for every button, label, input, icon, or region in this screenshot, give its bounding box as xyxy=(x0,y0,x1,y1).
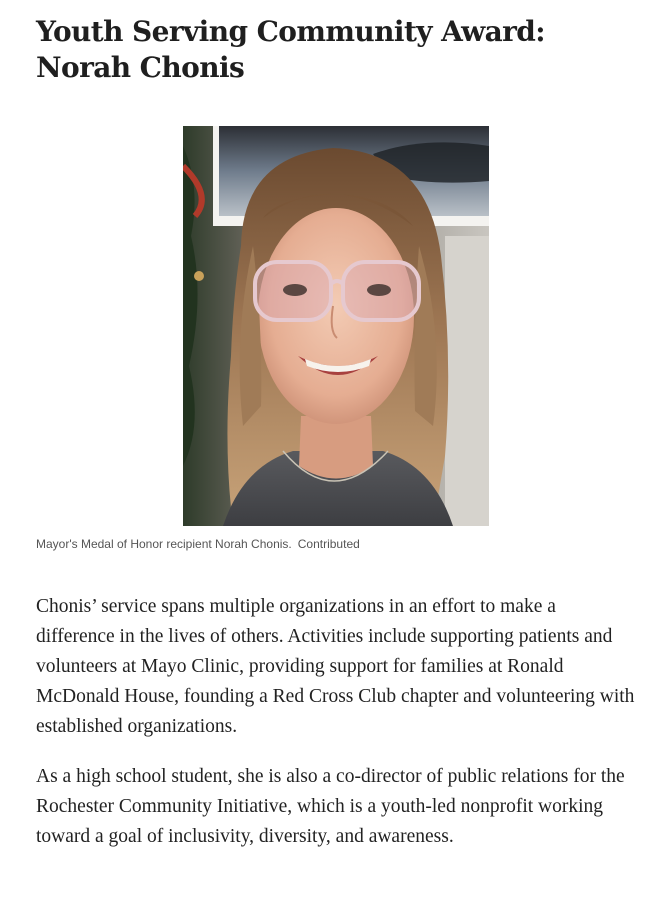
paragraph: As a high school student, she is also a co-director of public relations for the Rochester Community Initiative, which is a youth-led nonprofit working toward a goal of inclusivity, diversity, and awareness. xyxy=(36,766,625,847)
photo-credit: Contributed xyxy=(297,537,360,551)
article xyxy=(36,0,636,847)
article-body xyxy=(36,592,636,872)
paragraph: Chonis’ service spans multiple organizations in an effort to make a difference in the lives of others. Activities include supporting patients and volunteers at Mayo Clinic, providing support for families at Ronald McDonald House, founding a Red Cross Club chapter and volunteering with established organizations. xyxy=(36,596,635,737)
portrait-photo xyxy=(183,126,489,526)
photo-caption xyxy=(36,536,636,552)
article-figure xyxy=(36,126,636,552)
article-headline: Youth Serving Community Award: Norah Chonis xyxy=(36,15,546,84)
caption-text: Mayor's Medal of Honor recipient Norah Chonis. xyxy=(36,537,292,551)
